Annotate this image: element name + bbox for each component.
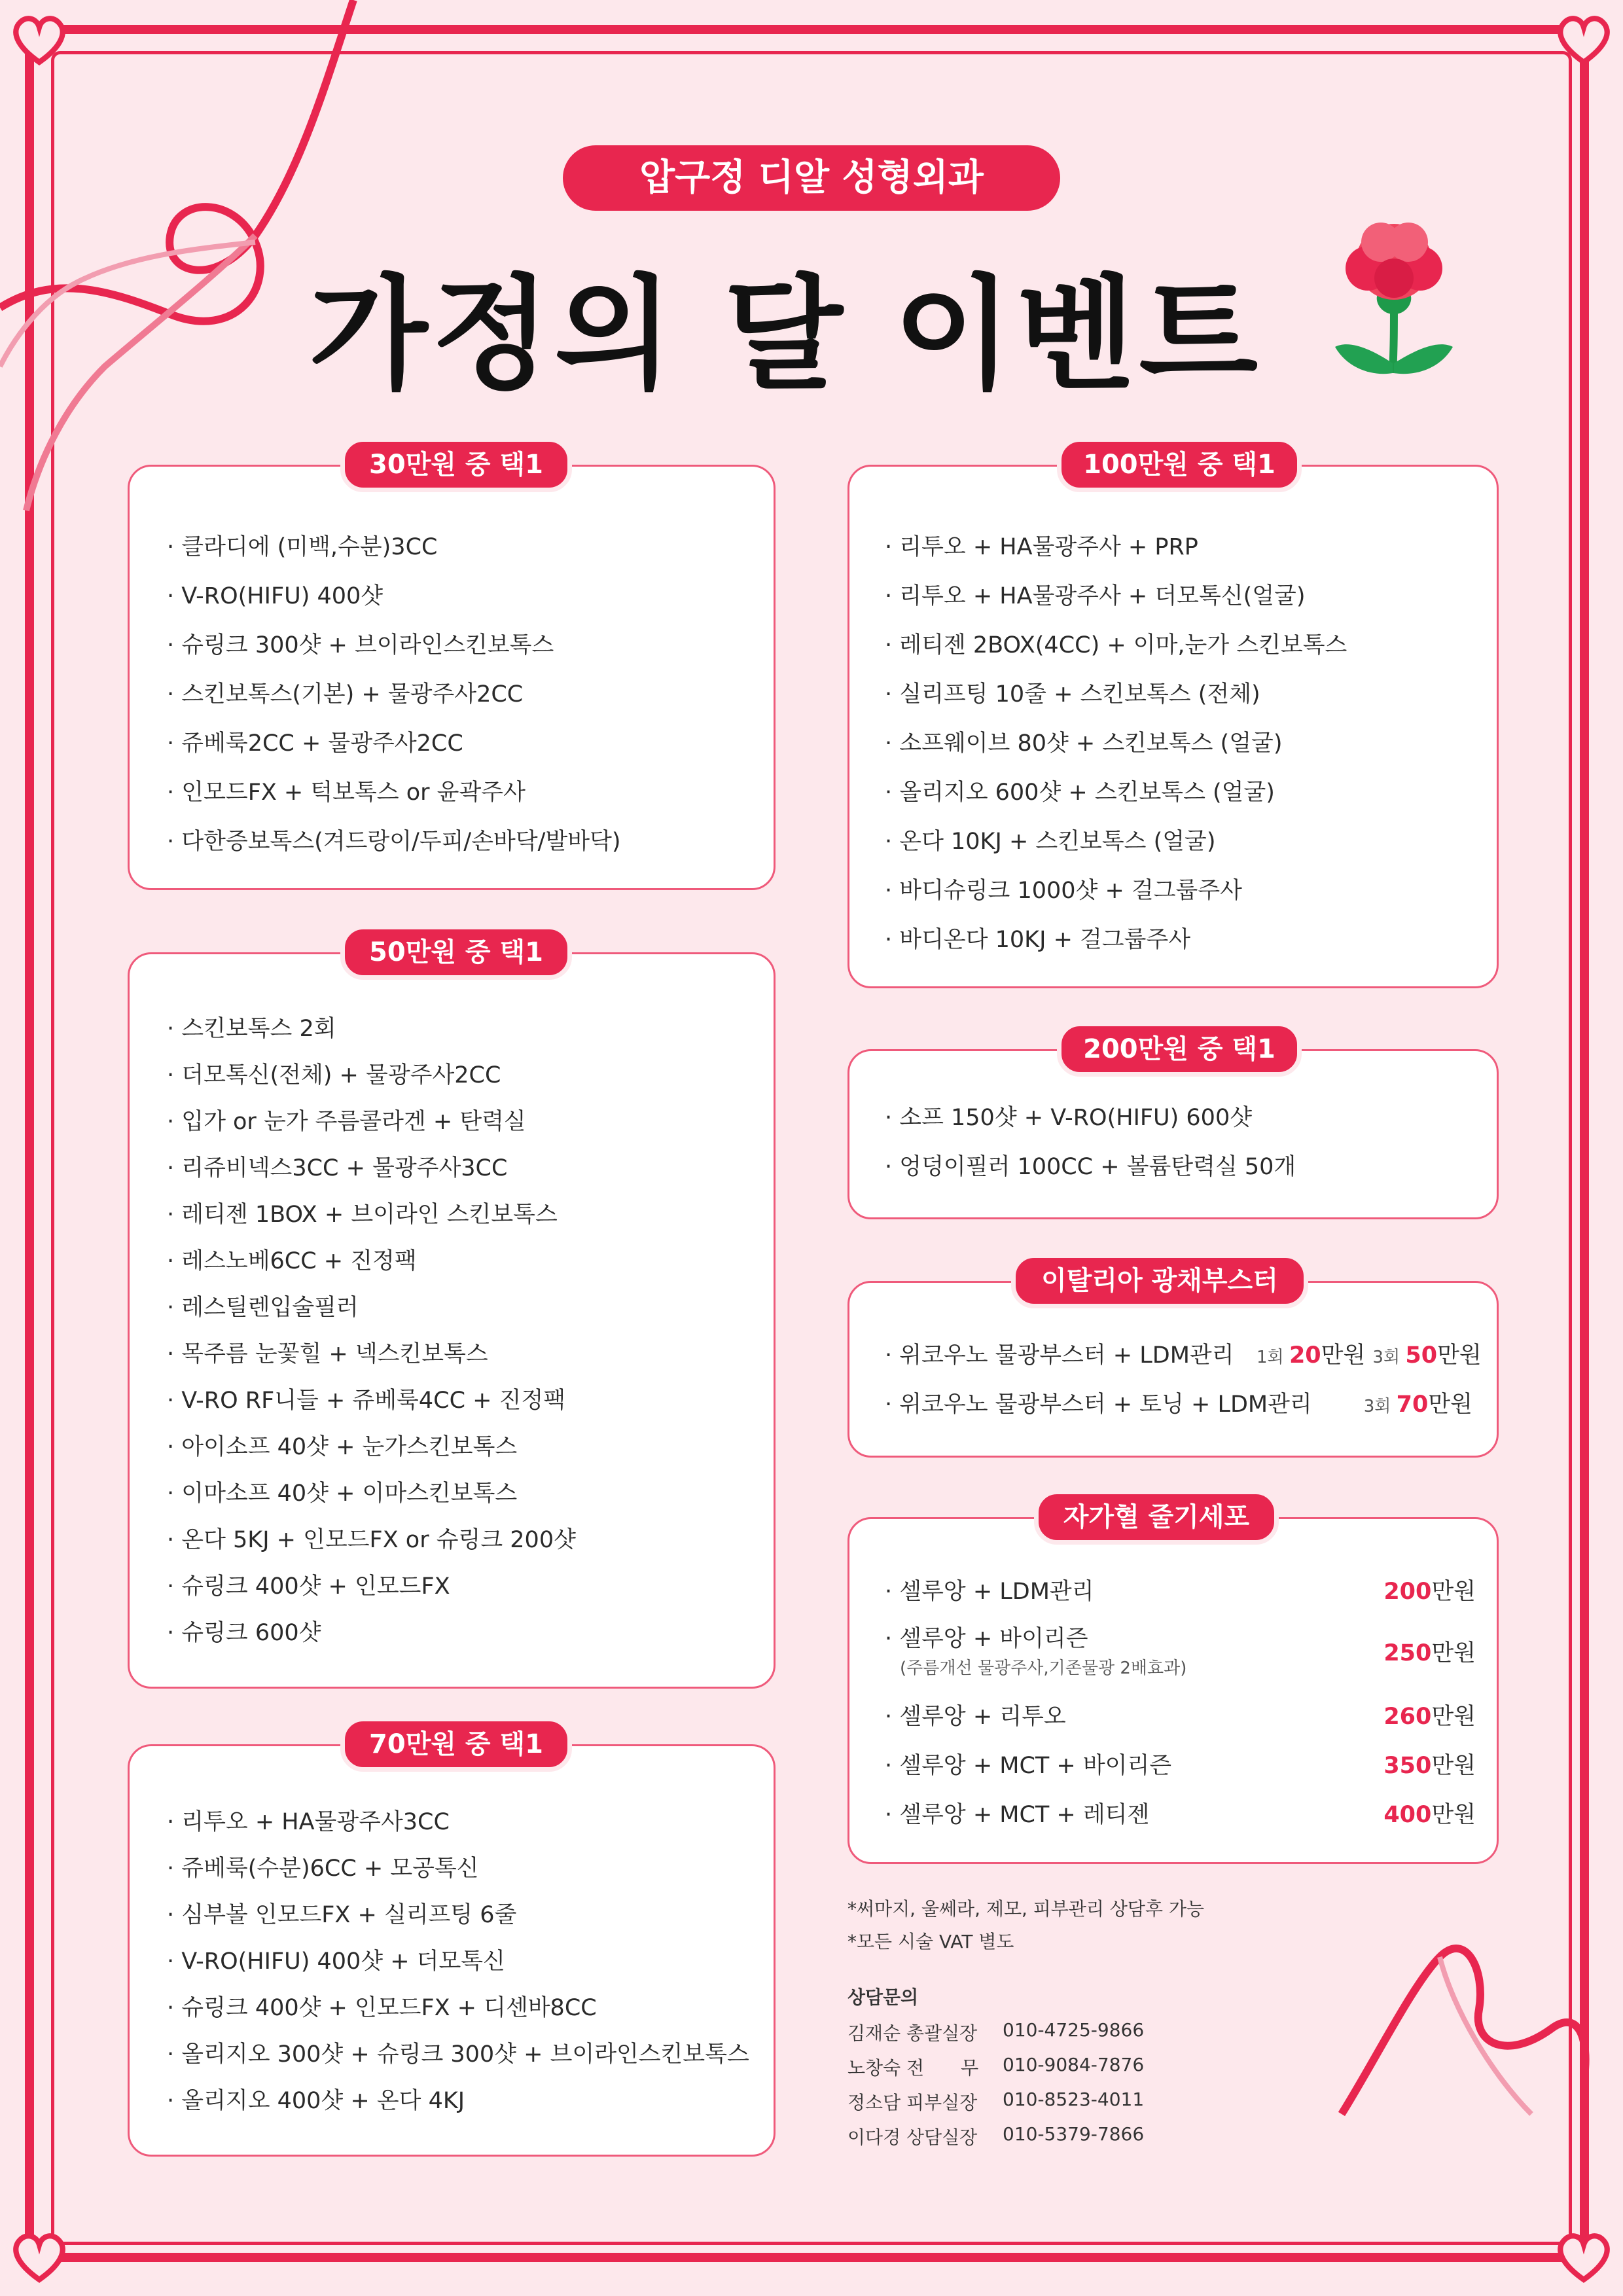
- contact-phone: 010-4725-9866: [1003, 2019, 1145, 2041]
- list-item: · 실리프팅 10줄 + 스킨보톡스 (전체): [885, 676, 1260, 709]
- price-label: 250만원: [1383, 1640, 1476, 1666]
- footnote: *모든 시술 VAT 별도: [847, 1931, 1014, 1952]
- list-item: · 레티젠 1BOX + 브이라인 스킨보톡스: [167, 1196, 558, 1229]
- contact-name: 이다경 상담실장: [847, 2126, 978, 2148]
- list-item: · 레스틸렌입술필러: [167, 1289, 359, 1322]
- list-item: · 셀루앙 + MCT + 레티젠: [885, 1797, 1149, 1829]
- item-subnote: (주름개선 물광주사,기존물광 2배효과): [900, 1659, 1187, 1678]
- ribbon-decoration: [1335, 1931, 1597, 2127]
- list-item: · 엉덩이필러 100CC + 볼륨탄력실 50개: [885, 1149, 1296, 1181]
- price-label: 200만원: [1383, 1579, 1476, 1605]
- list-item: · 다한증보톡스(겨드랑이/두피/손바닥/발바닥): [167, 823, 621, 856]
- list-item: · 슈링크 600샷: [167, 1615, 321, 1647]
- list-item: · 클라디에 (미백,수분)3CC: [167, 529, 437, 562]
- list-item: · 셀루앙 + LDM관리: [885, 1573, 1094, 1606]
- price-label: 3회 70만원: [1363, 1391, 1472, 1418]
- price-label: 400만원: [1383, 1802, 1476, 1828]
- heart-corner-icon: [1554, 2227, 1614, 2287]
- list-item: · 온다 5KJ + 인모드FX or 슈링크 200샷: [167, 1522, 576, 1554]
- list-item: · 아이소프 40샷 + 눈가스킨보톡스: [167, 1429, 517, 1462]
- contact-phone: 010-9084-7876: [1003, 2054, 1145, 2075]
- contact-name: 노창숙 전 무: [847, 2057, 979, 2079]
- list-item: · 바디온다 10KJ + 걸그룹주사: [885, 922, 1190, 954]
- section-heading-italy: 이탈리아 광채부스터: [1011, 1253, 1308, 1308]
- list-item: · 스킨보톡스 2회: [167, 1011, 336, 1043]
- list-item: · 슈링크 300샷 + 브이라인스킨보톡스: [167, 627, 554, 660]
- price-label: 260만원: [1383, 1704, 1476, 1730]
- page-title: 가정의 달 이벤트: [308, 263, 1262, 406]
- list-item: · 레티젠 2BOX(4CC) + 이마,눈가 스킨보톡스: [885, 627, 1347, 660]
- footnote: *써마지, 울쎄라, 제모, 피부관리 상담후 가능: [847, 1898, 1205, 1920]
- section-heading-stem: 자가혈 줄기세포: [1034, 1490, 1279, 1545]
- heart-corner-icon: [1554, 9, 1614, 69]
- list-item: · 위코우노 물광부스터 + LDM관리: [885, 1337, 1234, 1370]
- contact-heading: 상담문의: [847, 1986, 919, 2008]
- list-item: · 올리지오 400샷 + 온다 4KJ: [167, 2083, 465, 2115]
- list-item: · 온다 10KJ + 스킨보톡스 (얼굴): [885, 823, 1216, 856]
- list-item: · 인모드FX + 턱보톡스 or 윤곽주사: [167, 774, 526, 807]
- contact-name: 정소담 피부실장: [847, 2092, 978, 2113]
- section-heading-50: 50만원 중 택1: [340, 925, 572, 980]
- list-item: · 올리지오 600샷 + 스킨보톡스 (얼굴): [885, 774, 1275, 807]
- list-item: · 심부볼 인모드FX + 실리프팅 6줄: [167, 1897, 516, 1929]
- list-item: · 셀루앙 + MCT + 바이리즌: [885, 1748, 1171, 1780]
- contact-name: 김재순 총괄실장: [847, 2022, 978, 2044]
- contact-phone: 010-5379-7866: [1003, 2123, 1145, 2145]
- section-heading-70: 70만원 중 택1: [340, 1717, 572, 1772]
- list-item: · 리투오 + HA물광주사 + PRP: [885, 529, 1198, 562]
- list-item: · 이마소프 40샷 + 이마스킨보톡스: [167, 1475, 517, 1508]
- heart-corner-icon: [9, 2227, 69, 2287]
- list-item: · 셀루앙 + 바이리즌: [885, 1621, 1088, 1653]
- list-item: · 소프웨이브 80샷 + 스킨보톡스 (얼굴): [885, 725, 1282, 758]
- list-item: · 바디슈링크 1000샷 + 걸그룹주사: [885, 872, 1242, 905]
- list-item: · V-RO(HIFU) 400샷: [167, 578, 383, 611]
- list-item: · 스킨보톡스(기본) + 물광주사2CC: [167, 676, 523, 709]
- list-item: · 리쥬비넥스3CC + 물광주사3CC: [167, 1150, 507, 1183]
- list-item: · 쥬베룩(수분)6CC + 모공톡신: [167, 1850, 479, 1883]
- list-item: · 리투오 + HA물광주사3CC: [167, 1804, 450, 1837]
- list-item: · 셀루앙 + 리투오: [885, 1698, 1066, 1731]
- contact-phone: 010-8523-4011: [1003, 2089, 1145, 2110]
- list-item: · 목주름 눈꽃힐 + 넥스킨보톡스: [167, 1336, 488, 1369]
- section-heading-200: 200만원 중 택1: [1057, 1022, 1302, 1077]
- list-item: · 슈링크 400샷 + 인모드FX: [167, 1568, 450, 1601]
- list-item: · 위코우노 물광부스터 + 토닝 + LDM관리: [885, 1386, 1312, 1419]
- price-label: 1회 20만원 3회 50만원: [1257, 1342, 1482, 1369]
- list-item: · V-RO(HIFU) 400샷 + 더모톡신: [167, 1943, 505, 1976]
- list-item: · V-RO RF니들 + 쥬베룩4CC + 진정팩: [167, 1382, 565, 1415]
- clinic-badge: 압구정 디알 성형외과: [563, 145, 1060, 211]
- list-item: · 입가 or 눈가 주름콜라겐 + 탄력실: [167, 1103, 526, 1136]
- list-item: · 쥬베룩2CC + 물광주사2CC: [167, 725, 463, 758]
- section-heading-100: 100만원 중 택1: [1057, 437, 1302, 492]
- list-item: · 올리지오 300샷 + 슈링크 300샷 + 브이라인스킨보톡스: [167, 2036, 749, 2069]
- list-item: · 슈링크 400샷 + 인모드FX + 디센바8CC: [167, 1990, 597, 2022]
- list-item: · 리투오 + HA물광주사 + 더모톡신(얼굴): [885, 578, 1306, 611]
- price-label: 350만원: [1383, 1753, 1476, 1779]
- list-item: · 레스노베6CC + 진정팩: [167, 1243, 417, 1276]
- list-item: · 소프 150샷 + V-RO(HIFU) 600샷: [885, 1100, 1252, 1132]
- section-heading-30: 30만원 중 택1: [340, 437, 572, 492]
- list-item: · 더모톡신(전체) + 물광주사2CC: [167, 1057, 501, 1090]
